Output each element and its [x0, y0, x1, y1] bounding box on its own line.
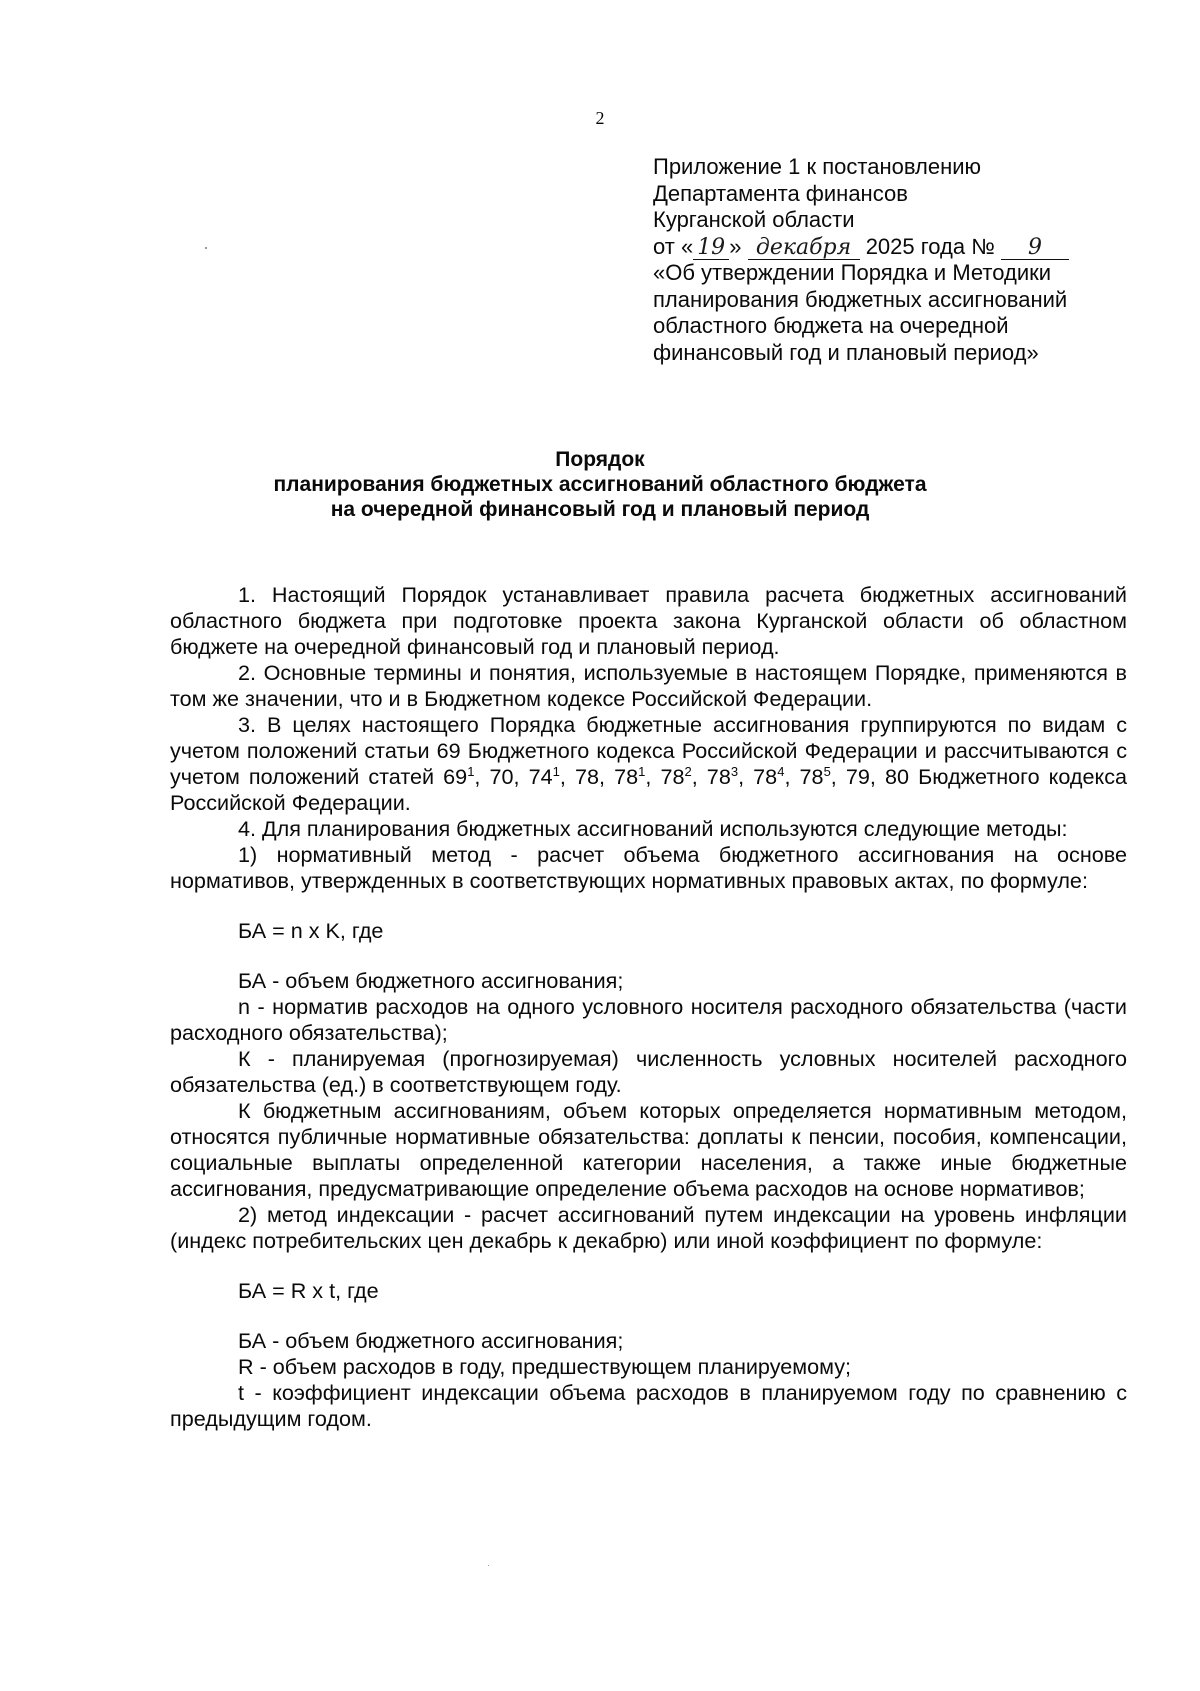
header-line-region: Курганской области: [653, 207, 855, 232]
header-line-department: Департамента финансов: [653, 180, 908, 206]
paragraph-1: 1. Настоящий Порядок устанавливает правила расчета бюджетных ассигнований областного бюджета при подготовке проекта закона Курганской области об областном бюджете на очередной финансовый год и плановый период.: [170, 582, 1127, 659]
paragraph-10: 2) метод индексации - расчет ассигнований путем индексации на уровень инфляции (индекс потребительских цен декабрь к декабрю) или иной коэффициент по формуле:: [170, 1202, 1127, 1253]
header-line-subject-4: финансовый год и плановый период»: [653, 339, 1039, 365]
paragraph-4: 4. Для планирования бюджетных ассигнований используются следующие методы:: [238, 816, 1068, 841]
formula-indexation: БА = R x t, где: [238, 1278, 379, 1303]
paragraph-3: 3. В целях настоящего Порядка бюджетные ассигнования группируются по видам с учетом положений статьи 69 Бюджетного кодекса Российской Федерации и рассчитываются с учетом положений статей $69^1$, 70, $74^1$, 78, $78^1$, $78^2$, $78^3$, $78^4$, $78^5$, 79, 80 Бюджетного кодекса Российской Федерации.: [170, 712, 1127, 815]
paragraph-2: 2. Основные термины и понятия, используемые в настоящем Порядке, применяются в том же значении, что и в Бюджетном кодексе Российской Федерации.: [170, 660, 1127, 711]
paragraph-12: R - объем расходов в году, предшествующем планируемому;: [238, 1354, 852, 1379]
paragraph-8: К - планируемая (прогнозируемая) численность условных носителей расходного обязательства (ед.) в соответствующем году.: [170, 1046, 1127, 1097]
header-line-subject: «Об утверждении Порядка и Методики: [653, 260, 1052, 285]
title-line-1: Порядок: [555, 448, 645, 471]
date-year: 2025 года №: [865, 233, 995, 259]
paragraph-6: БА - объем бюджетного ассигнования;: [238, 968, 624, 993]
document-body: [170, 582, 1127, 1432]
paragraph-5: 1) нормативный метод - расчет объема бюджетного ассигнования на основе нормативов, утвержденных в соответствующих нормативных правовых актах, по формуле:: [170, 842, 1127, 893]
paragraph-13: t - коэффициент индексации объема расходов в планируемом году по сравнению с предыдущим годом.: [170, 1380, 1127, 1431]
handwritten-month: декабря: [748, 237, 860, 260]
header-line-appendix: Приложение 1 к постановлению: [653, 154, 982, 179]
scan-speck: [205, 247, 207, 249]
header-date-line: [653, 234, 1123, 261]
formula-normative: БА = n x K, где: [238, 918, 384, 943]
scan-speck: [488, 1565, 489, 1566]
title-line-3: на очередной финансовый год и плановый период: [330, 498, 870, 521]
date-mid: »: [729, 233, 742, 259]
date-prefix: от «: [653, 233, 694, 259]
title-line-2: планирования бюджетных ассигнований областного бюджета: [273, 473, 927, 496]
document-title: [150, 447, 1050, 522]
handwritten-day: 19: [693, 237, 729, 260]
header-line-subject-3: областного бюджета на очередной: [653, 313, 1009, 338]
paragraph-7: n - норматив расходов на одного условного носителя расходного обязательства (части расходного обязательства);: [170, 994, 1127, 1045]
paragraph-9: К бюджетным ассигнованиям, объем которых определяется нормативным методом, относятся публичные нормативные обязательства: доплаты к пенсии, пособия, компенсации, социальные выплаты определенной категории населения, а также иные бюджетные ассигнования, предусматривающие определение объема расходов на основе нормативов;: [170, 1098, 1127, 1201]
page-number: 2: [595, 108, 605, 128]
header-line-subject-2: планирования бюджетных ассигнований: [653, 286, 1068, 312]
paragraph-11: БА - объем бюджетного ассигнования;: [238, 1328, 624, 1353]
handwritten-doc-number: 9: [1001, 237, 1069, 260]
appendix-header: [653, 154, 1123, 366]
